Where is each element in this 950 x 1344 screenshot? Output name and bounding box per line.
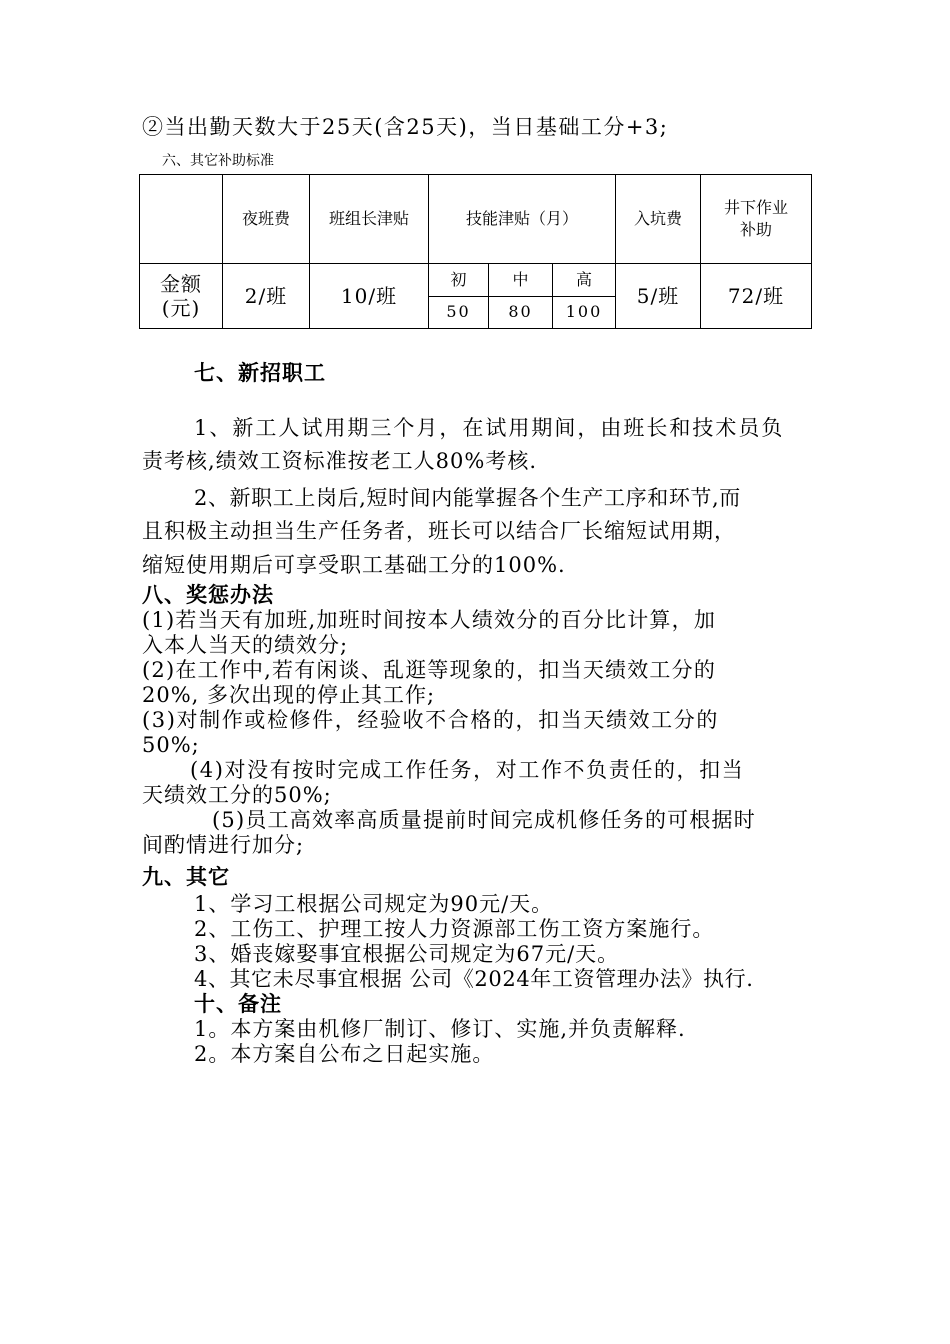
- night-shift-value: 2/班: [223, 264, 310, 329]
- skill-value-junior: 50: [429, 296, 489, 329]
- section9-line1: 1、学习工根据公司规定为90元/天。: [194, 892, 554, 916]
- skill-level-junior: 初: [429, 264, 489, 297]
- section7-title: 七、新招职工: [194, 360, 326, 385]
- skill-value-senior: 100: [553, 296, 616, 329]
- pit-entry-value: 5/班: [616, 264, 701, 329]
- skill-value-middle: 80: [489, 296, 553, 329]
- section7-p1-line1: 1、新工人试用期三个月，在试用期间，由班长和技术员负: [194, 416, 785, 440]
- header-skill-allowance: 技能津贴（月）: [429, 175, 616, 264]
- section8-line3: (2)在工作中,若有闲谈、乱逛等现象的，扣当天绩效工分的: [142, 658, 717, 682]
- table-level-row: [140, 264, 812, 297]
- section9-title: 九、其它: [142, 864, 230, 889]
- team-leader-value: 10/班: [310, 264, 429, 329]
- table-header-row: [140, 175, 812, 264]
- section6-caption: 六、其它补助标准: [162, 153, 274, 169]
- section7-p2-line3: 缩短使用期后可享受职工基础工分的100%.: [142, 553, 566, 577]
- section9-line4: 4、其它未尽事宜根据 公司《2024年工资管理办法》执行.: [194, 967, 754, 991]
- section10-line2: 2。本方案自公布之日起实施。: [194, 1042, 495, 1066]
- skill-level-middle: 中: [489, 264, 553, 297]
- section8-line9: (5)员工高效率高质量提前时间完成机修任务的可根据时: [212, 808, 756, 832]
- amount-label-line2: (元): [161, 296, 201, 320]
- header-night-shift: 夜班费: [223, 175, 310, 264]
- section8-line7: (4)对没有按时完成工作任务，对工作不负责任的，扣当: [190, 758, 745, 782]
- section7-p1-line2: 责考核,绩效工资标准按老工人80%考核.: [142, 449, 538, 473]
- underground-value: 72/班: [701, 264, 812, 329]
- section8-line10: 间酌情进行加分;: [142, 833, 305, 857]
- amount-label-line1: 金额: [160, 272, 202, 296]
- section9-line3: 3、婚丧嫁娶事宜根据公司规定为67元/天。: [194, 942, 620, 966]
- section8-line4: 20%, 多次出现的停止其工作;: [142, 683, 436, 707]
- header-underground-line2: 补助: [739, 220, 772, 239]
- header-pit-entry: 入坑费: [616, 175, 701, 264]
- attendance-rule-line: ②当出勤天数大于25天(含25天)，当日基础工分+3;: [142, 115, 669, 139]
- section9-line2: 2、工伤工、护理工按人力资源部工伤工资方案施行。: [194, 917, 715, 941]
- header-team-leader: 班组长津贴: [310, 175, 429, 264]
- amount-label-cell: [140, 264, 223, 329]
- subsidy-table: [139, 174, 812, 329]
- section10-title: 十、备注: [194, 991, 282, 1016]
- section8-line8: 天绩效工分的50%;: [142, 783, 332, 807]
- header-underground: [701, 175, 812, 264]
- skill-level-senior: 高: [553, 264, 616, 297]
- section8-line6: 50%;: [142, 733, 200, 757]
- section7-p2-line2: 且积极主动担当生产任务者，班长可以结合厂长缩短试用期，: [142, 519, 736, 543]
- section7-p2-line1: 2、新职工上岗后,短时间内能掌握各个生产工序和环节,而: [194, 486, 741, 510]
- section8-line2: 入本人当天的绩效分;: [142, 633, 349, 657]
- section8-line1: (1)若当天有加班,加班时间按本人绩效分的百分比计算，加: [142, 608, 717, 632]
- header-underground-line1: 井下作业: [723, 198, 788, 217]
- section8-line5: (3)对制作或检修件，经验收不合格的，扣当天绩效工分的: [142, 708, 719, 732]
- section10-line1: 1。本方案由机修厂制订、修订、实施,并负责解释.: [194, 1017, 686, 1041]
- header-empty-cell: [140, 175, 223, 264]
- section8-title: 八、奖惩办法: [142, 582, 274, 607]
